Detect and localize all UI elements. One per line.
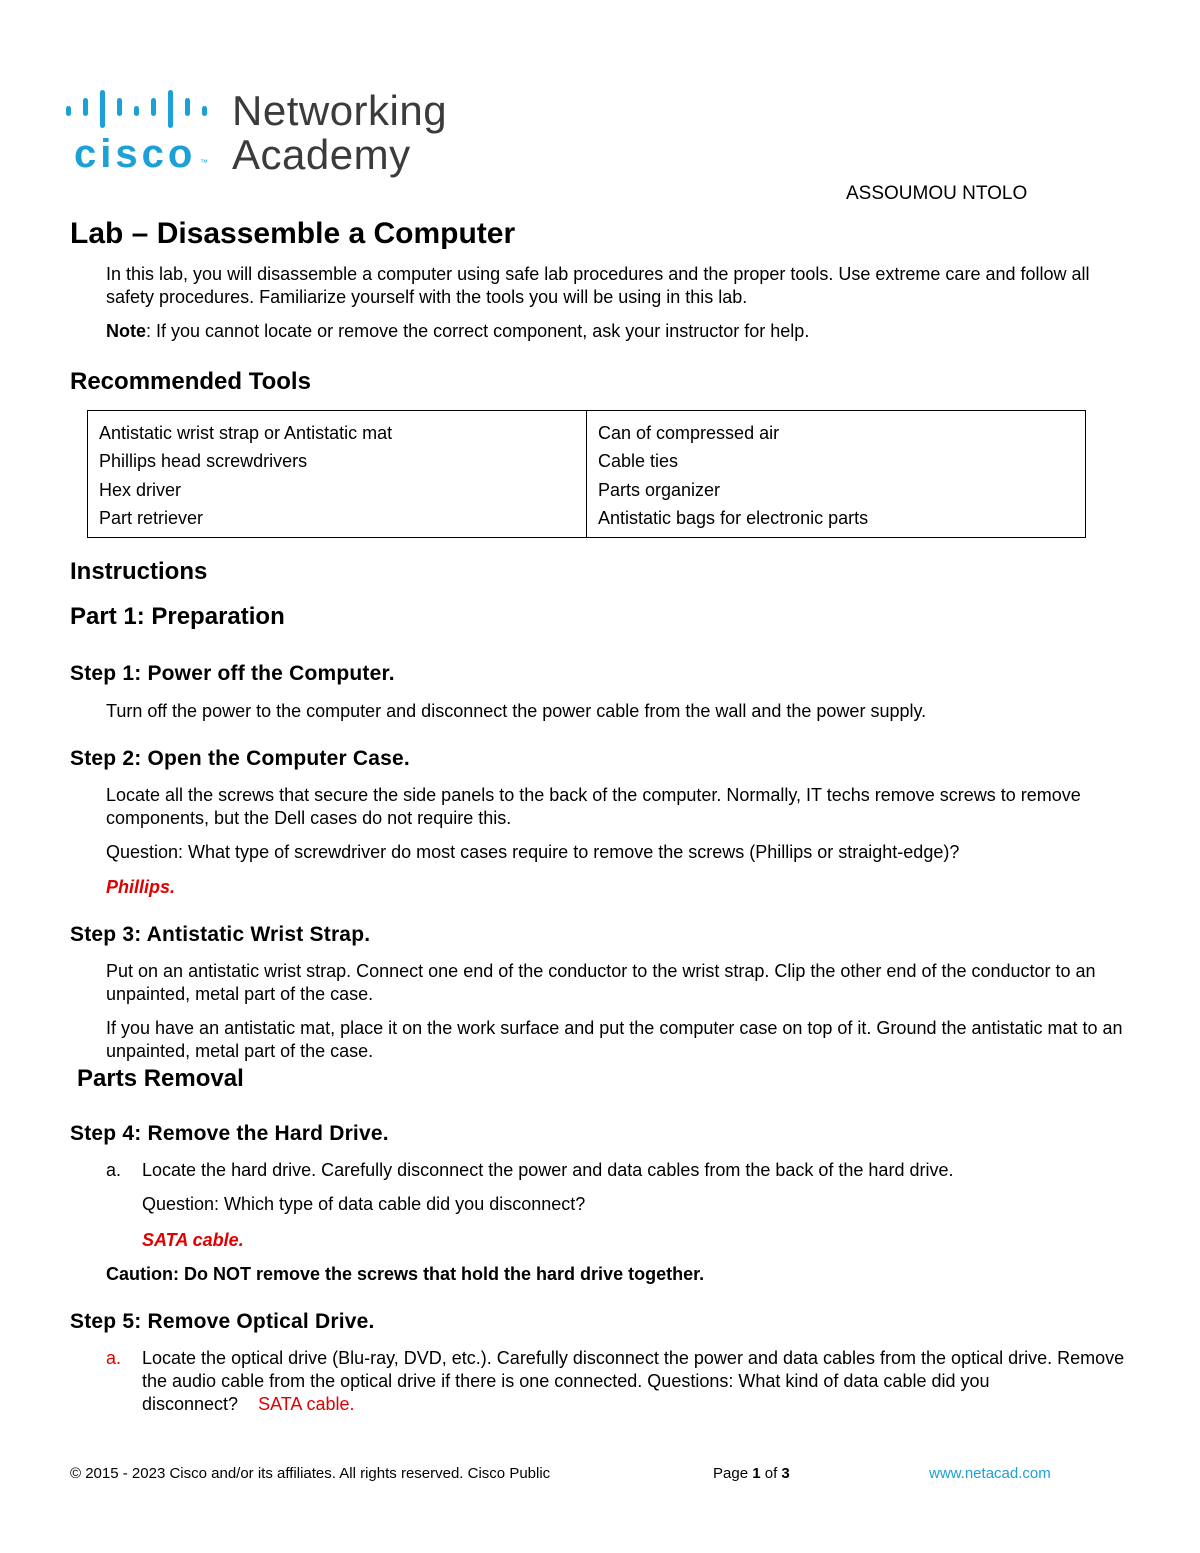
- footer-page-number: [713, 1465, 790, 1483]
- step2-question: Question: What type of screwdriver do most cases require to remove the screws (Phillips or straight-edge)?: [106, 842, 960, 862]
- table-cell: Hex driver: [88, 476, 587, 505]
- step4-list-letter: a.: [106, 1160, 122, 1180]
- trademark-symbol: ™: [200, 158, 208, 167]
- note-label: Note: [106, 321, 146, 341]
- tools-heading: Recommended Tools: [70, 368, 311, 395]
- step3-text2: If you have an antistatic mat, place it on the work surface and put the computer case on top of it. Ground the antistatic mat to an unpainted, metal part of the case.: [106, 1018, 1123, 1061]
- table-cell: Can of compressed air: [587, 411, 1086, 448]
- part1-heading: Part 1: Preparation: [70, 603, 285, 630]
- author-name: ASSOUMOU NTOLO: [846, 183, 1028, 204]
- footer-website-link[interactable]: www.netacad.com: [929, 1465, 1051, 1482]
- step4-heading: Step 4: Remove the Hard Drive.: [70, 1122, 389, 1145]
- table-cell: Parts organizer: [587, 476, 1086, 505]
- step4-question: Question: Which type of data cable did you disconnect?: [142, 1194, 586, 1214]
- table-cell: Antistatic bags for electronic parts: [587, 505, 1086, 538]
- tools-table: [87, 410, 1086, 538]
- table-cell: Antistatic wrist strap or Antistatic mat: [88, 411, 587, 448]
- step1-heading: Step 1: Power off the Computer.: [70, 662, 395, 685]
- step5-text: [142, 1347, 1132, 1416]
- cisco-logo-bars: [66, 90, 214, 130]
- note-text: : If you cannot locate or remove the correct component, ask your instructor for help.: [146, 321, 810, 341]
- page-current: 1: [752, 1465, 761, 1482]
- part2-heading: Parts Removal: [77, 1065, 244, 1092]
- table-cell: Cable ties: [587, 448, 1086, 477]
- step5-answer: SATA cable.: [258, 1394, 355, 1414]
- table-cell: Phillips head screwdrivers: [88, 448, 587, 477]
- logo-academy: Academy: [232, 131, 411, 178]
- page-total: 3: [781, 1465, 790, 1482]
- page-label: Page: [713, 1465, 749, 1482]
- table-row: [88, 476, 1086, 505]
- step4-answer: SATA cable.: [142, 1230, 244, 1250]
- footer-copyright: © 2015 - 2023 Cisco and/or its affiliates. All rights reserved. Cisco Public: [70, 1465, 551, 1482]
- step4-caution: Caution: Do NOT remove the screws that hold the hard drive together.: [106, 1264, 705, 1284]
- step2-answer: Phillips.: [106, 877, 176, 897]
- step3-heading: Step 3: Antistatic Wrist Strap.: [70, 923, 371, 946]
- page-title: Lab – Disassemble a Computer: [70, 217, 516, 250]
- table-row: [88, 505, 1086, 538]
- table-row: [88, 448, 1086, 477]
- cisco-logo-wordmark: cisco: [74, 132, 197, 176]
- logo-networking: Networking: [232, 87, 448, 134]
- step5-heading: Step 5: Remove Optical Drive.: [70, 1310, 375, 1333]
- table-cell: Part retriever: [88, 505, 587, 538]
- instructions-heading: Instructions: [70, 558, 208, 585]
- step2-heading: Step 2: Open the Computer Case.: [70, 747, 410, 770]
- step4-text: Locate the hard drive. Carefully disconnect the power and data cables from the back of the hard drive.: [142, 1160, 954, 1180]
- note-paragraph: [106, 320, 1136, 343]
- page-of: of: [764, 1465, 778, 1482]
- table-row: [88, 411, 1086, 448]
- step3-text1: Put on an antistatic wrist strap. Connect one end of the conductor to the wrist strap. Clip the other end of the conductor to an unpainted, metal part of the case.: [106, 961, 1096, 1004]
- step1-text: Turn off the power to the computer and disconnect the power cable from the wall and the power supply.: [106, 701, 927, 721]
- step5-list-letter: a.: [106, 1348, 122, 1368]
- step5-text-body: Locate the optical drive (Blu-ray, DVD, etc.). Carefully disconnect the power and data cables from the optical drive. Remove the audio cable from the optical drive if there is one connected. Questions: What kind of data cable did you disconnect?: [142, 1348, 1125, 1414]
- step2-text: Locate all the screws that secure the side panels to the back of the computer. Normally, IT techs remove screws to remove components, but the Dell cases do not require this.: [106, 785, 1081, 828]
- intro-paragraph: In this lab, you will disassemble a computer using safe lab procedures and the proper tools. Use extreme care and follow all safety procedures. Familiarize yourself with the tools you will be using in this lab.: [106, 264, 1090, 307]
